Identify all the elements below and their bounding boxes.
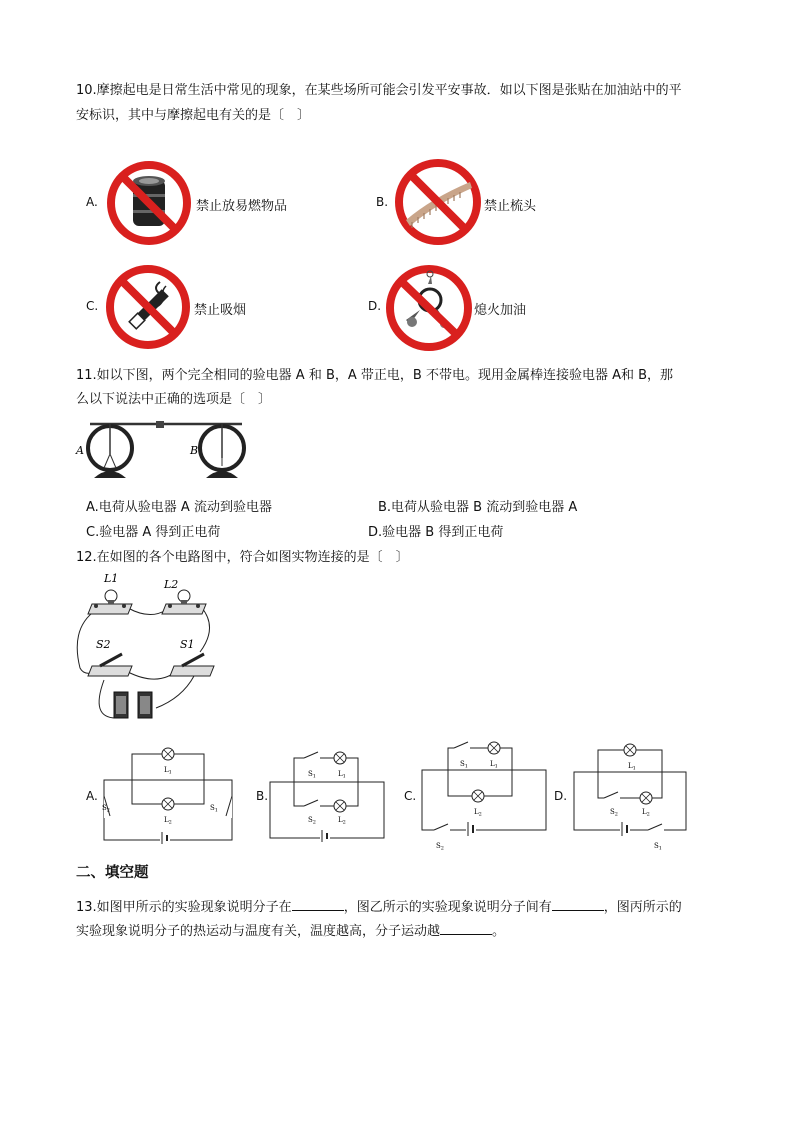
svg-text:L2: $L_2$ xyxy=(642,808,650,818)
q10-option-b-label: 禁止梳头 xyxy=(484,199,537,214)
q11-stem-line2: 么以下说法中正确的选项是〔 〕 xyxy=(76,392,272,407)
svg-text:S2: $S_2$ xyxy=(610,808,618,818)
q13-blank-3[interactable] xyxy=(440,922,492,935)
photo-label-l2: L2 xyxy=(164,578,179,591)
q13-text-2: ，图乙所示的实验现象说明分子间有 xyxy=(343,900,552,915)
q12-stem-line1: 12.在如图的各个电路图中，符合如图实物连接的是〔 〕 xyxy=(76,550,409,565)
q13-text-5: 。 xyxy=(492,924,506,939)
no-smoking-sign-icon xyxy=(104,264,192,350)
svg-text:L1: $L_1$ xyxy=(338,770,346,780)
q11-option-d[interactable]: D.验电器 B 得到正电荷 xyxy=(368,525,504,540)
q10-option-d-letter[interactable]: D. xyxy=(368,299,382,313)
q13-text-4: 实验现象说明分子的热运动与温度有关，温度越高，分子运动越 xyxy=(76,924,441,939)
physical-circuit-photo xyxy=(70,568,220,728)
svg-text:L1: $L_1$ xyxy=(628,762,636,772)
q13-text-3: ，图丙所示的 xyxy=(603,900,682,915)
svg-text:S1: $S_1$ xyxy=(210,804,218,814)
q11-option-c[interactable]: C.验电器 A 得到正电荷 xyxy=(86,525,221,540)
no-flammables-sign-icon xyxy=(104,160,194,246)
svg-text:L2: $L_2$ xyxy=(164,816,172,826)
svg-text:L1: $L_1$ xyxy=(490,760,498,770)
q10-option-a-letter[interactable]: A. xyxy=(86,195,98,209)
svg-text:S1: $S_1$ xyxy=(460,760,468,770)
circuit-d-letter[interactable]: D. xyxy=(554,789,568,803)
no-combing-sign-icon xyxy=(392,158,484,246)
svg-text:S2: $S_2$ xyxy=(308,816,316,826)
circuit-diagram-a xyxy=(96,744,242,844)
svg-text:S1: $S_1$ xyxy=(308,770,316,780)
svg-text:L1: $L_1$ xyxy=(164,766,172,776)
q10-stem-line2: 安标识，其中与摩擦起电有关的是〔 〕 xyxy=(76,108,311,123)
section-title: 二、填空题 xyxy=(76,865,149,881)
q13-line2 xyxy=(76,920,505,939)
svg-text:S1: $S_1$ xyxy=(654,842,662,852)
q13-text-1: 13.如图甲所示的实验现象说明分子在 xyxy=(76,900,292,915)
electroscope-b xyxy=(200,424,244,478)
circuit-b-letter[interactable]: B. xyxy=(256,789,269,803)
q10-option-c-label: 禁止吸烟 xyxy=(194,303,247,318)
q11-option-b[interactable]: B.电荷从验电器 B 流动到验电器 A xyxy=(378,500,578,515)
photo-label-l1: L1 xyxy=(104,572,119,585)
electroscope-b-label: B xyxy=(190,444,199,457)
photo-label-s2: S2 xyxy=(96,638,111,651)
q10-option-c-letter[interactable]: C. xyxy=(86,299,99,313)
circuit-a-letter[interactable]: A. xyxy=(86,789,98,803)
q13-blank-2[interactable] xyxy=(552,898,604,911)
svg-text:S2: $S_2$ xyxy=(436,842,444,852)
q10-option-d-label: 熄火加油 xyxy=(474,303,527,318)
circuit-diagram-d xyxy=(570,740,690,854)
q10-option-b-letter[interactable]: B. xyxy=(376,195,389,209)
electroscope-a-label: A xyxy=(76,444,84,457)
circuit-diagram-b xyxy=(268,748,386,844)
q11-stem-line1: 11.如以下图，两个完全相同的验电器 A 和 B，A 带正电，B 不带电。现用金属棒连接验电器 A和 B，那 xyxy=(76,368,674,383)
q10-stem-line1: 10.摩擦起电是日常生活中常见的现象，在某些场所可能会引发平安事故．如以下图是张贴在加油站中的平 xyxy=(76,83,682,98)
circuit-c-letter[interactable]: C. xyxy=(404,789,417,803)
q13-blank-1[interactable] xyxy=(292,898,344,911)
svg-text:L2: $L_2$ xyxy=(474,808,482,818)
q13-line1 xyxy=(76,896,682,915)
q10-option-a-label: 禁止放易燃物品 xyxy=(196,199,288,214)
q11-option-a[interactable]: A.电荷从验电器 A 流动到验电器 xyxy=(86,500,272,515)
photo-label-s1: S1 xyxy=(180,638,195,651)
engine-off-sign-icon xyxy=(384,264,474,352)
electroscopes-figure xyxy=(76,414,246,484)
circuit-diagram-c xyxy=(418,740,550,854)
svg-text:L2: $L_2$ xyxy=(338,816,346,826)
svg-text:S2: $S_2$ xyxy=(102,804,110,814)
electroscope-a xyxy=(88,424,132,478)
